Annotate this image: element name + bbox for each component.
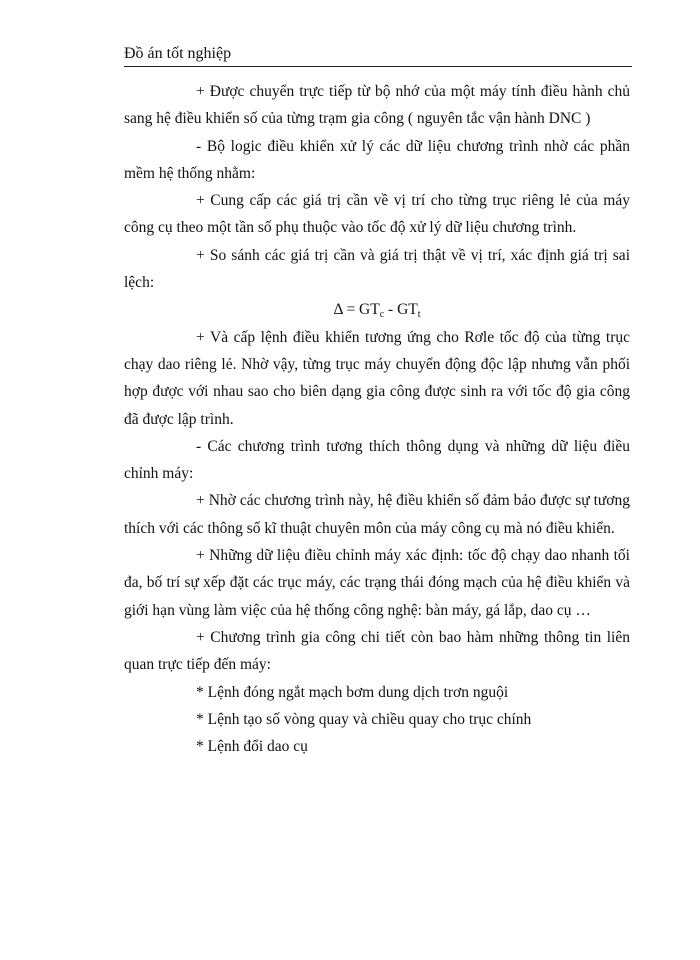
paragraph: + Cung cấp các giá trị cần về vị trí cho từng trục riêng lẻ của máy công cụ theo một tần số phụ thuộc vào tốc độ xử lý dữ liệu chương trình. <box>124 192 630 237</box>
list-item: * Lệnh đổi dao cụ <box>196 738 308 756</box>
formula-mid: - GT <box>384 301 418 319</box>
formula-lhs: Δ = GT <box>333 301 380 319</box>
formula-sub-t: t <box>417 309 421 321</box>
page-header: Đồ án tốt nghiệp <box>124 44 632 67</box>
paragraph: + Chương trình gia công chi tiết còn bao hàm những thông tin liên quan trực tiếp đến máy: <box>124 628 630 674</box>
paragraph: + Nhờ các chương trình này, hệ điều khiển số đảm bảo được sự tương thích với các thông số kĩ thuật chuyên môn của máy công cụ mà nó điều khiển. <box>124 492 630 537</box>
paragraph: - Các chương trình tương thích thông dụng và những dữ liệu điều chỉnh máy: <box>124 437 630 483</box>
list-item: * Lệnh đóng ngắt mạch bơm dung dịch trơn nguội <box>196 683 509 701</box>
paragraph: + Và cấp lệnh điều khiển tương ứng cho Rơle tốc độ của từng trục chạy dao riêng lẻ. Nhờ vậy, từng trục máy chuyển động độc lập nhưng vẫn phối hợp được với nhau sao cho biên dạng gia công được sinh ra với tốc độ gia công đã được lập trình. <box>124 328 630 428</box>
document-body <box>124 78 630 760</box>
paragraph: - Bộ logic điều khiển xử lý các dữ liệu chương trình nhờ các phần mềm hệ thống nhằm: <box>124 137 630 182</box>
list-item: * Lệnh tạo số vòng quay và chiều quay cho trục chính <box>196 710 532 728</box>
paragraph: + Được chuyển trực tiếp từ bộ nhớ của một máy tính điều hành chủ sang hệ điều khiển số của từng trạm gia công ( nguyên tắc vận hành DNC ) <box>124 83 630 128</box>
formula-sub-c: c <box>379 309 385 321</box>
paragraph: + So sánh các giá trị cần và giá trị thật về vị trí, xác định giá trị sai lệch: <box>124 246 630 292</box>
deviation-formula <box>124 296 630 323</box>
paragraph: + Những dữ liệu điều chỉnh máy xác định: tốc độ chạy dao nhanh tối đa, bố trí sự xếp đặt các trục máy, các trạng thái đóng mạch của hệ điều khiển và giới hạn vùng làm việc của hệ thống công nghệ: bàn máy, gá lắp, dao cụ … <box>124 547 630 619</box>
